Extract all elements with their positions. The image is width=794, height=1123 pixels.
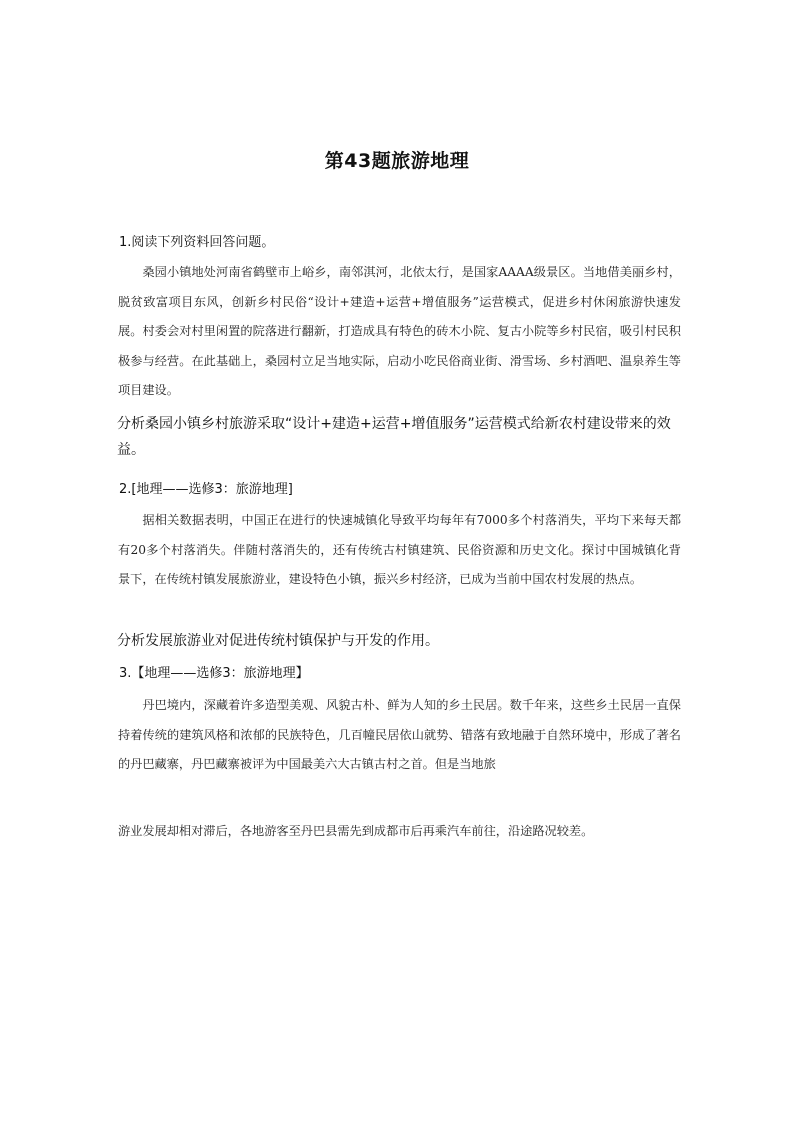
document-title: 第43题旅游地理 bbox=[324, 150, 470, 172]
question-1-heading: 1.阅读下列资料回答问题。 bbox=[119, 235, 275, 250]
question-2-ask: 分析发展旅游业对促进传统村镇保护与开发的作用。 bbox=[117, 633, 439, 649]
question-1-passage: 桑园小镇地处河南省鹤壁市上峪乡，南邻淇河，北依太行，是国家AAAA级景区。当地借美丽乡村，脱贫致富项目东风，创新乡村民俗“设计+建造+运营+增值服务”运营模式，促进乡村休闲旅游快速发展。村委会对村里闲置的院落进行翻新，打造成具有特色的砖木小院、复古小院等乡村民宿，吸引村民积极参与经营。在此基础上，桑园村立足当地实际，启动小吃民俗商业街、滑雪场、乡村酒吧、温泉养生等项目建设。 bbox=[118, 265, 681, 397]
question-3-passage: 丹巴境内，深藏着许多造型美观、风貌古朴、鲜为人知的乡土民居。数千年来，这些乡土民居一直保持着传统的建筑风格和浓郁的民族特色，几百幢民居依山就势、错落有致地融于自然环境中，形成了著名的丹巴藏寨，丹巴藏寨被评为中国最美六大古镇古村之首。但是当地旅 bbox=[118, 698, 681, 771]
question-2-passage: 据相关数据表明，中国正在进行的快速城镇化导致平均每年有7000多个村落消失，平均下来每天都有20多个村落消失。伴随村落消失的，还有传统古村镇建筑、民俗资源和历史文化。探讨中国城镇化背景下，在传统村镇发展旅游业，建设特色小镇，振兴乡村经济，已成为当前中国农村发展的热点。 bbox=[118, 513, 681, 586]
question-3-passage-tail: 游业发展却相对滞后，各地游客至丹巴县需先到成都市后再乘汽车前往，沿途路况较差。 bbox=[118, 824, 594, 838]
question-1-ask: 分析桑园小镇乡村旅游采取“设计+建造+运营+增值服务”运营模式给新农村建设带来的效益。 bbox=[117, 416, 671, 458]
question-2-heading: 2.[地理——选修3：旅游地理] bbox=[119, 482, 293, 497]
question-3-heading: 3.【地理——选修3：旅游地理】 bbox=[119, 666, 309, 681]
